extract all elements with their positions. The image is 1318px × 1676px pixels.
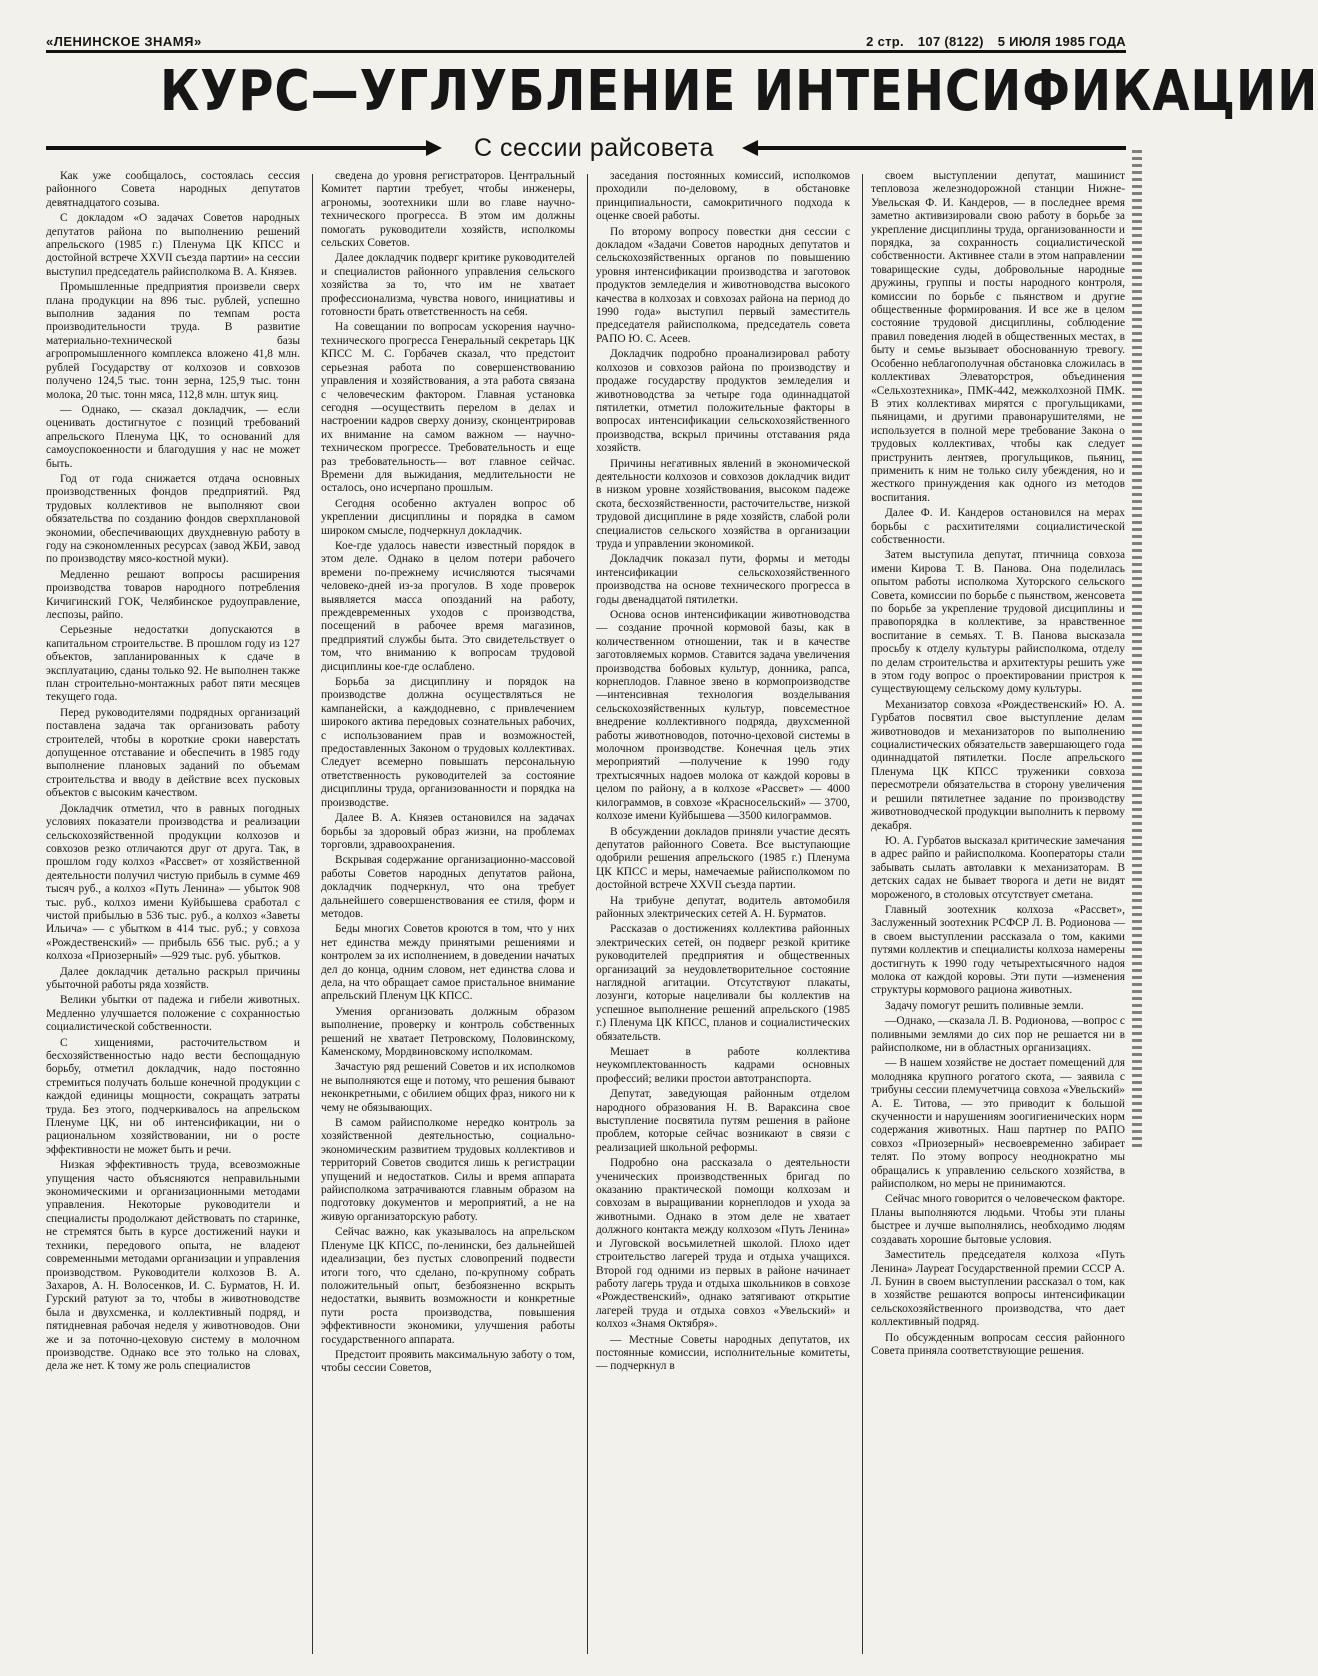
paragraph: Далее докладчик детально раскрыл причины убыточной работы ряда хозяйств.: [46, 965, 300, 991]
text-column-3: [596, 170, 850, 1666]
paragraph: сведена до уровня регистраторов. Центральный Комитет партии требует, чтобы инженеры, агрономы, зоотехники шли во главе научно-технического прогресса. В этом им должны помогать руководители хозяйств, исполкомы сельских Советов.: [321, 170, 575, 250]
paragraph: Вскрывая содержание организационно-массовой работы Советов народных депутатов района, докладчик подчеркнул, что она требует дальнейшего совершенствования ее стиля, форм и методов.: [321, 854, 575, 920]
paragraph: На совещании по вопросам ускорения научно-технического прогресса Генеральный секретарь ЦК КПСС М. С. Горбачев сказал, что предстоит серьезная работа по совершенствованию управления и хозяйствования, а эта работа связана с человеческим фактором. Главная установка сегодня —осуществить перелом в делах и настроении кадров сверху донизу, сконцентрировав их внимание на самом важном — научно-техническом прогрессе. Требовательность и еще раз требовательность— вот главное сейчас. Времени для выжидания, медлительности не осталось, оно исчерпано прошлым.: [321, 321, 575, 495]
paragraph: Сейчас много говорится о человеческом факторе. Планы выполняются людьми. Чтобы эти планы быстрее и лучше выполнялись, необходимо людям создавать хорошие бытовые условия.: [871, 1193, 1125, 1246]
paragraph: Задачу помогут решить поливные земли.: [885, 999, 1084, 1012]
text-column-2: [321, 170, 575, 1666]
paragraph: Ю. А. Гурбатов высказал критические замечания в адрес райпо и райисполкома. Кооператоры стали забывать сылать автолавки к механизаторам. В детских садах не бывает творога и дети не видят мороженого, в столовых отсутствует сметана.: [871, 834, 1125, 901]
paragraph: Велики убытки от падежа и гибели животных. Медленно улучшается положение с сохранностью социалистической собственности.: [46, 994, 300, 1034]
paragraph: Подробно она рассказала о деятельности ученических производственных бригад по оказанию практической помощи колхозам и совхозам в выращивании корнеплодов и ухода за животными. Однако в этом деле не хватает должного контакта между колхозом «Путь Ленина» и Луговской восьмилетней школой. Плохо идет строительство лагерей труда и отдыха учащихся. Второй год одними из первых в районе начинает работу лагерь труда и отдыха школьников в совхозе «Рождественский», однако затягивают открытие лагерей труда и отдыха совхоз «Увельский» и колхоз «Знамя Октября».: [596, 1157, 850, 1331]
paragraph: Медленно решают вопросы расширения производства товаров народного потребления Кичигинский ГОК, Челябинское рудоуправление, леспозы, райпо.: [46, 568, 300, 621]
issue-date: 5 ИЮЛЯ 1985 ГОДА: [997, 34, 1126, 49]
paragraph: Серьезные недостатки допускаются в капитальном строительстве. В прошлом году из 127 объектов, запланированных к сдаче в эксплуатацию, сданы только 92. Не выполнен также план строительно-монтажных работ пяти месяцев текущего года.: [46, 624, 300, 704]
paragraph: Главный зоотехник колхоза «Рассвет», Заслуженный зоотехник РСФСР Л. В. Родионова — в своем выступлении рассказала о том, какими путями коллектив и специалисты колхоза намерены достигнуть к 1990 году четырехтысячного надоя молока от каждой коровы. Эти пути —изменения структуры кормового рациона животных.: [871, 903, 1125, 997]
section-rubric: [46, 132, 1126, 164]
paragraph: Механизатор совхоза «Рождественский» Ю. А. Гурбатов посвятил свое выступление делам животноводов и механизаторов по выполнению социалистических обязательств завершающего года одиннадцатой пятилетки. После апрельского Пленума ЦК КПСС труженики совхоза пересмотрели обязательства в сторону увеличения и решили пятилетнее задание по производству животноводческой продукции выполнить к первому декабря.: [871, 698, 1125, 832]
scan-artifact: [1132, 150, 1142, 1150]
column-divider: [587, 174, 588, 1654]
paragraph: По обсужденным вопросам сессия районного Совета приняла соответствующие решения.: [871, 1331, 1125, 1357]
paragraph: По второму вопросу повестки дня сессии с докладом «Задачи Советов народных депутатов и сельскохозяйственных органов по повышению уровня интенсификации производства и заготовок продуктов земледелия и животноводства высокого качества в колхозах и совхозах района на период до 1990 года» выступил первый заместитель председателя райисполкома, председатель совета РАПО Ю. С. Асеев.: [596, 225, 850, 345]
paragraph: Основа основ интенсификации животноводства — создание прочной кормовой базы, как в количественном отношении, так и в качестве заготовляемых кормов. Ставится задача увеличения производства бобовых культур, донника, рапса, корнеплодов. Главное звено в кормопроизводстве —интенсивная технология возделывания сельскохозяйственных культур, повсеместное внедрение коллективного подряда, двухсменной работы животноводов, поточно-цеховой системы в молочном производстве. Конечная цель этих мероприятий —получение к 1990 году трехтысячных надоев молока от каждой коровы в целом по району, а в колхозе «Рассвет» — 4000 килограммов, в совхозе «Красносельский» — 3700, колхозе имени Куйбышева —3500 килограммов.: [596, 609, 850, 823]
page-number: 2 стр.: [866, 34, 904, 49]
article-body: [46, 170, 1126, 1666]
paragraph: Рассказав о достижениях коллектива районных электрических сетей, он подверг резкой критике руководителей предприятия и общественных организаций за неудовлетворительное состояние наглядной агитации. Отсутствуют плакаты, лозунги, которые нацеливали бы коллектив на успешное выполнение решений апрельского (1985 г.) Пленума ЦК КПСС, планов и социалистических обязательств.: [596, 923, 850, 1043]
paragraph: Докладчик показал пути, формы и методы интенсификации сельскохозяйственного производства на основе технического прогресса в годы двенадцатой пятилетки.: [596, 553, 850, 606]
article-headline: КУРС—УГЛУБЛЕНИЕ ИНТЕНСИФИКАЦИИ: [160, 59, 1318, 124]
paragraph: Мешает в работе коллектива неукомплектованность кадрами основных профессий; велики простои автотранспорта.: [596, 1046, 850, 1085]
paragraph: Зачастую ряд решений Советов и их исполкомов не выполняются еще и потому, что решения бывают неконкретными, с обилием общих фраз, никого ни к чему не обязывающих.: [321, 1061, 575, 1114]
paragraph: Год от года снижается отдача основных производственных фондов предприятий. Ряд трудовых коллективов не выполняют свои обязательства по созданию фондов сверхплановой экономии, обеспечивающих двухдневную работу в году на сэкономленных ресурсах (завод ЖБИ, завод по производству мясо-костной муки).: [46, 472, 300, 566]
paragraph: Перед руководителями подрядных организаций поставлена задача так организовать работу строителей, чтобы в короткие сроки наверстать допущенное отставание и обеспечить в 1985 году выполнение плановых заданий по объемам строительства и вводу в действие всех пусковых объектов с высоким качеством.: [46, 706, 300, 800]
rubric-arrow-right: [742, 140, 758, 156]
rubric-arrow-left: [426, 140, 442, 156]
paragraph: Сейчас важно, как указывалось на апрельском Пленуме ЦК КПСС, по-ленински, без дальнейшей идеализации, без пустых словопрений подвести итоги того, что сделано, по-крупному собрать положительный опыт, безбоязненно вскрыть недостатки, выявить возможности и конкретные пути роста производства, повышения эффективности экономики, улучшения работы государственного аппарата.: [321, 1226, 575, 1346]
paragraph: Депутат, заведующая районным отделом народного образования Н. В. Вараксина свое выступление посвятила путям решения в районе проблем, которые сейчас возникают в связи с реализацией школьной реформы.: [596, 1088, 850, 1154]
paragraph: Докладчик подробно проанализировал работу колхозов и совхозов района по производству и продаже государству продуктов земледелия и животноводства за четыре года одиннадцатой пятилетки, отметил положительные факторы в вопросах интенсификации сельскохозяйственного производства, вскрыл причины отставания ряда хозяйств.: [596, 348, 850, 455]
paragraph: Умения организовать должным образом выполнение, проверку и контроль собственных решений не хватает Петровскому, Половинскому, Каменскому, Мордвиновскому исполкомам.: [321, 1005, 575, 1058]
paragraph: Низкая эффективность труда, всевозможные упущения часто объясняются неправильными экономическими и организационными методами управления. Некоторые руководители и специалисты продолжают действовать по старинке, не стремятся быть в курсе достижений науки и техники, передового опыта, не владеют современными методами организации и управления производством. Руководители колхозов В. А. Захаров, А. Н. Волосенков, И. С. Бурматов, Н. И. Гурский ратуют за то, чтобы в животноводстве была и двухсменка, и коллективный подряд, и пятидневная рабочая неделя у животноводов. Они же и за поточно-цеховую систему в молочном производстве. Однако все это только на словах, дела же нет. К тому же роль специалистов: [46, 1159, 300, 1373]
column-divider: [862, 174, 863, 1654]
masthead: [46, 24, 1126, 53]
paragraph: Причины негативных явлений в экономической деятельности колхозов и совхозов докладчик видит в низком уровне хозяйствования, высоком падеже скота, бесхозяйственности, расточительстве, низкой трудовой дисциплине в ряде хозяйств, слабой роли специалистов сельского хозяйства в организации труда и управлении экономикой.: [596, 457, 850, 550]
column-divider: [312, 174, 313, 1654]
paragraph: Затем выступила депутат, птичница совхоза имени Кирова Т. В. Панова. Она поделилась опытом работы исполкома Хуторского сельского Совета, комиссии по борьбе с пьянством, женсовета по борьбе за укрепление трудовой дисциплины и правопорядка в коллективе, за нравственное воспитание в семьях. Т. В. Панова высказала просьбу к отделу культуры райисполкома, отделу по делам строительства и архитектуры решить уже в этом году вопрос о проектировании пристроя к существующему сельскому дому культуры.: [871, 549, 1125, 696]
paragraph: —Однако, —сказала Л. В. Родионова, —вопрос с поливными землями до сих пор не решается ни в райисполкоме, ни в областных организациях.: [871, 1015, 1125, 1054]
paragraph: Далее Ф. И. Кандеров остановился на мерах борьбы с расхитителями социалистической собственности.: [871, 507, 1125, 546]
paragraph: — В нашем хозяйстве не достает помещений для молодняка крупного рогатого скота, — заявила с трибуны сессии племучетчица совхоза «Увельский» А. Е. Титова, — это приводит к большой скученности и нарушениям зоогигиенических норм содержания животных. Наш партнер по РАПО совхоз «Приозерный» несвоевременно забирает телят. По этому вопросу неоднократно мы обращались к управлению сельского хозяйства, в райисполком, но меры не принимаются.: [871, 1057, 1125, 1191]
rubric-rule-right: [758, 146, 1126, 150]
paragraph: В самом райисполкоме нередко контроль за хозяйственной деятельностью, социально-экономическим развитием трудовых коллективов и территорий Советов сводится лишь к регистрации упущений и недостатков. Силы и время аппарата райисполкома затрачиваются главным образом на подготовку документов и мероприятий, а не на живую организаторскую работу.: [321, 1117, 575, 1223]
issue-number: 107 (8122): [917, 34, 984, 49]
paragraph: Кое-где удалось навести известный порядок в этом деле. Однако в целом потери рабочего времени по-прежнему исчисляются тысячами человеко-дней из-за прогулов. В ходе проверок выявляется масса опозданий на работу, преждевременных уходов с производства, посещений в рабочее время магазинов, предприятий службы быта. Это свидетельствует о том, что вниманию к вопросам трудовой дисциплины кое-где ослаблено.: [321, 539, 575, 673]
paragraph: Сегодня особенно актуален вопрос об укреплении дисциплины и порядка в самом широком смысле, подчеркнул докладчик.: [321, 497, 575, 537]
paragraph: своем выступлении депутат, машинист тепловоза железнодорожной станции Нижне-Увельская Ф. И. Кандеров, — в последнее время заметно активизировали свою работу в борьбе за укрепление дисциплины труда, организованности и порядка, за сохранность социалистической собственности. Активнее стали в этом направлении товарищеские суды, добровольные народные дружины, группы и посты народного контроля, комиссии по борьбе с пьянством и другие общественные формирования. И все же в целом состояние трудовой дисциплины, соблюдение правил поведения людей в общественных местах, в быту и семье вызывает обоснованную тревогу. Особенно неблагополучная обстановка сложилась в коллективах Элеваторстроя, объединения «Сельхозтехника», ПМК-442, межколхозной ПМК. В этих коллективах мирятся с прогульщиками, пьяницами, и другими правонарушителями, не используется в полной мере требование Закона о трудовых коллективах, чтобы как следует приструнить лентяев, прогульщиков, пьяниц, применить к ним не только силу убеждения, но и жесткого принуждения как одного из методов воспитания.: [871, 170, 1125, 504]
paragraph: Предстоит проявить максимальную заботу о том, чтобы сессии Советов,: [321, 1348, 575, 1375]
rubric-label: С сессии райсовета: [474, 134, 714, 162]
paragraph: С хищениями, расточительством и бесхозяйственностью надо вести беспощадную борьбу, отметил докладчик, надо постоянно стремиться получать больше конечной продукции с каждой единицы мощности, сокращать затраты труда. Без этого, подчеркивалось на апрельском Пленуме ЦК, ни об интенсификации, ни о рациональном хозяйствовании, ни о росте эффективности не может быть и речи.: [46, 1036, 300, 1156]
newspaper-name: «ЛЕНИНСКОЕ ЗНАМЯ»: [46, 34, 202, 49]
paragraph: заседания постоянных комиссий, исполкомов проходили по-деловому, в обстановке принципиальности, самокритичного подхода к оценке своей работы.: [596, 170, 850, 223]
text-column-1: [46, 170, 300, 1666]
paragraph: — Местные Советы народных депутатов, их постоянные комиссии, исполнительные комитеты, — подчеркнул в: [596, 1333, 850, 1373]
paragraph: На трибуне депутат, водитель автомобиля районных электрических сетей А. Н. Бурматов.: [596, 894, 850, 920]
paragraph: В обсуждении докладов приняли участие десять депутатов районного Совета. Все выступающие одобрили решения апрельского (1985 г.) Пленума ЦК КПСС и меры, намечаемые райисполкомом по достойной встрече XXVII съезда партии.: [596, 825, 850, 892]
paragraph: Как уже сообщалось, состоялась сессия районного Совета народных депутатов девятнадцатого созыва.: [46, 170, 300, 209]
paragraph: Промышленные предприятия произвели сверх плана продукции на 896 тыс. рублей, успешно выполнив задания по темпам роста производительности труда. В развитие материально-технической базы агропромышленного комплекса вложено 41,8 млн. рублей Государству от колхозов и совхозов получено 124,5 тыс. тонн зерна, 125,9 тыс. тонн молока, 20 тыс. тонн мяса, 112,8 млн. штук яиц.: [46, 281, 300, 401]
text-column-4: [871, 170, 1125, 1666]
paragraph: Борьба за дисциплину и порядок на производстве должна осуществляться не кампанейски, а каждодневно, с привлечением широкого актива передовых сознательных рабочих, с использованием прав и возможностей, предоставленных Законом о трудовых коллективах. Следует всемерно повышать персональную ответственность руководителей за состояние дисциплины труда, организованности и порядка на производстве.: [321, 676, 575, 809]
paragraph: Далее докладчик подверг критике руководителей и специалистов районного управления сельского хозяйства за то, что им не хватает профессионализма, чувства нового, инициативы и готовности брать ответственность на себя.: [321, 252, 575, 319]
paragraph: — Однако, — сказал докладчик, — если оценивать достигнутое с позиций требований апрельского Пленума ЦК, то оснований для самоуспокоенности и благодушия у нас не может быть.: [46, 403, 300, 470]
paragraph: Заместитель председателя колхоза «Путь Ленина» Лауреат Государственной премии СССР А. Л. Бунин в своем выступлении рассказал о том, как в хозяйстве решаются вопросы интенсификации сельскохозяйственного производства, что дает коллективный подряд.: [871, 1249, 1125, 1329]
issue-info: [856, 34, 1126, 49]
rubric-rule-left: [46, 146, 426, 150]
paragraph: Далее В. А. Князев остановился на задачах борьбы за здоровый образ жизни, на проблемах торговли, здравоохранения.: [321, 812, 575, 851]
paragraph: Беды многих Советов кроются в том, что у них нет единства между принятыми решениями и контролем за их исполнением, в доведении начатых дел до конца, одним словом, нет единства слова и дела, на что обращает самое пристальное внимание апрельский Пленум ЦК КПСС.: [321, 923, 575, 1003]
paragraph: С докладом «О задачах Советов народных депутатов района по выполнению решений апрельского (1985 г.) Пленума ЦК КПСС и достойной встрече XXVII съезда партии» на сессии выступил председатель райисполкома В. А. Князев.: [46, 212, 300, 278]
paragraph: Докладчик отметил, что в равных погодных условиях показатели производства и реализации сельскохозяйственной продукции колхозов и совхозов резко отличаются друг от друга. Так, в прошлом году колхоз «Рассвет» от хозяйственной деятельности получил чистую прибыль в сумме 469 тысяч руб., а колхоз «Путь Ленина» — убыток 908 тыс. руб., колхоз имени Куйбышева сработал с чистой прибылью в 536 тыс. руб., а колхоз «Заветы Ильича» — с убытком в 414 тыс. руб.; у совхоза «Рождественский» — прибыль 656 тыс. руб.; а у колхоза «Приозерный» —929 тыс. руб. убытков.: [46, 802, 300, 963]
